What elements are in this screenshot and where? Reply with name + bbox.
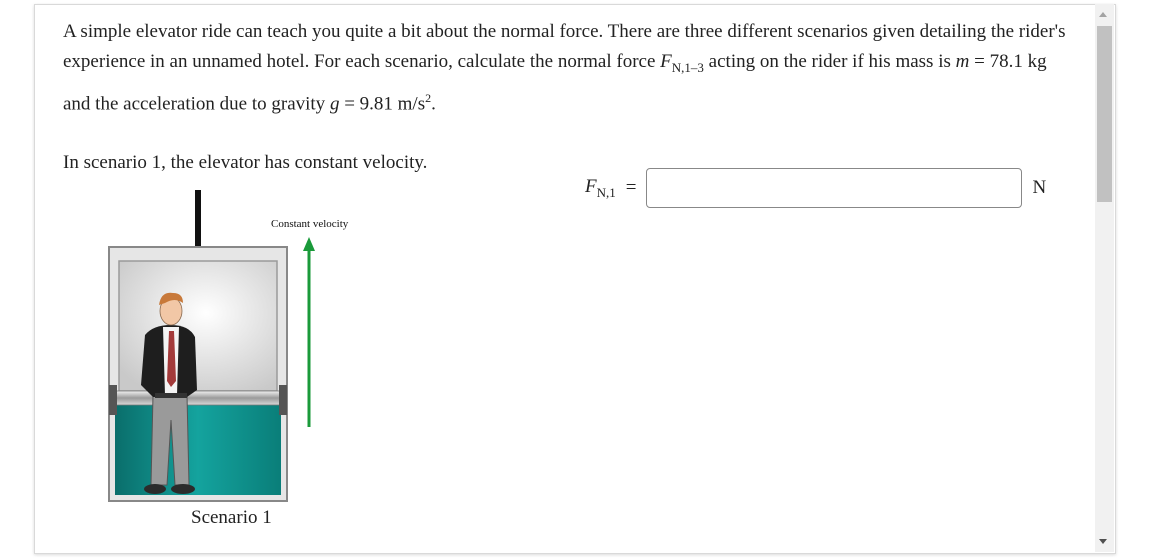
- scrollbar[interactable]: [1095, 4, 1114, 552]
- cable: [195, 190, 201, 248]
- figure-caption: Scenario 1: [191, 507, 272, 528]
- rail-bracket-left: [109, 385, 117, 415]
- velocity-arrowhead: [303, 237, 315, 251]
- unit-label: N: [1032, 177, 1047, 198]
- scrollbar-thumb[interactable]: [1097, 26, 1112, 202]
- answer-label: $F_{N,1}$: [585, 175, 616, 200]
- scroll-down-icon[interactable]: [1099, 539, 1107, 544]
- elevator-illustration: [75, 185, 375, 535]
- answer-row: [585, 164, 1046, 212]
- handrail: [111, 391, 285, 405]
- elevator-figure: [75, 185, 375, 540]
- equals-sign: =: [625, 177, 637, 198]
- answer-input[interactable]: [646, 168, 1022, 208]
- problem-intro: A simple elevator ride can teach you quite a bit about the normal force. There are three different scenarios given detailing the rider's experience in an unnamed hotel. For each scenario, calculate the normal force $F_{N,1-3}$ acting on the rider if his mass is m = 78.1 kg and the acceleration due to gravity g = 9.81 $m/s^2$.: [63, 21, 1066, 115]
- problem-content: [63, 17, 1073, 200]
- scenario-1-text: In scenario 1, the elevator has constant velocity.: [63, 152, 428, 173]
- scroll-up-icon[interactable]: [1099, 12, 1107, 17]
- velocity-label: Constant velocity: [271, 218, 349, 230]
- problem-panel: [34, 4, 1116, 554]
- floor: [115, 405, 281, 495]
- rail-bracket-right: [279, 385, 287, 415]
